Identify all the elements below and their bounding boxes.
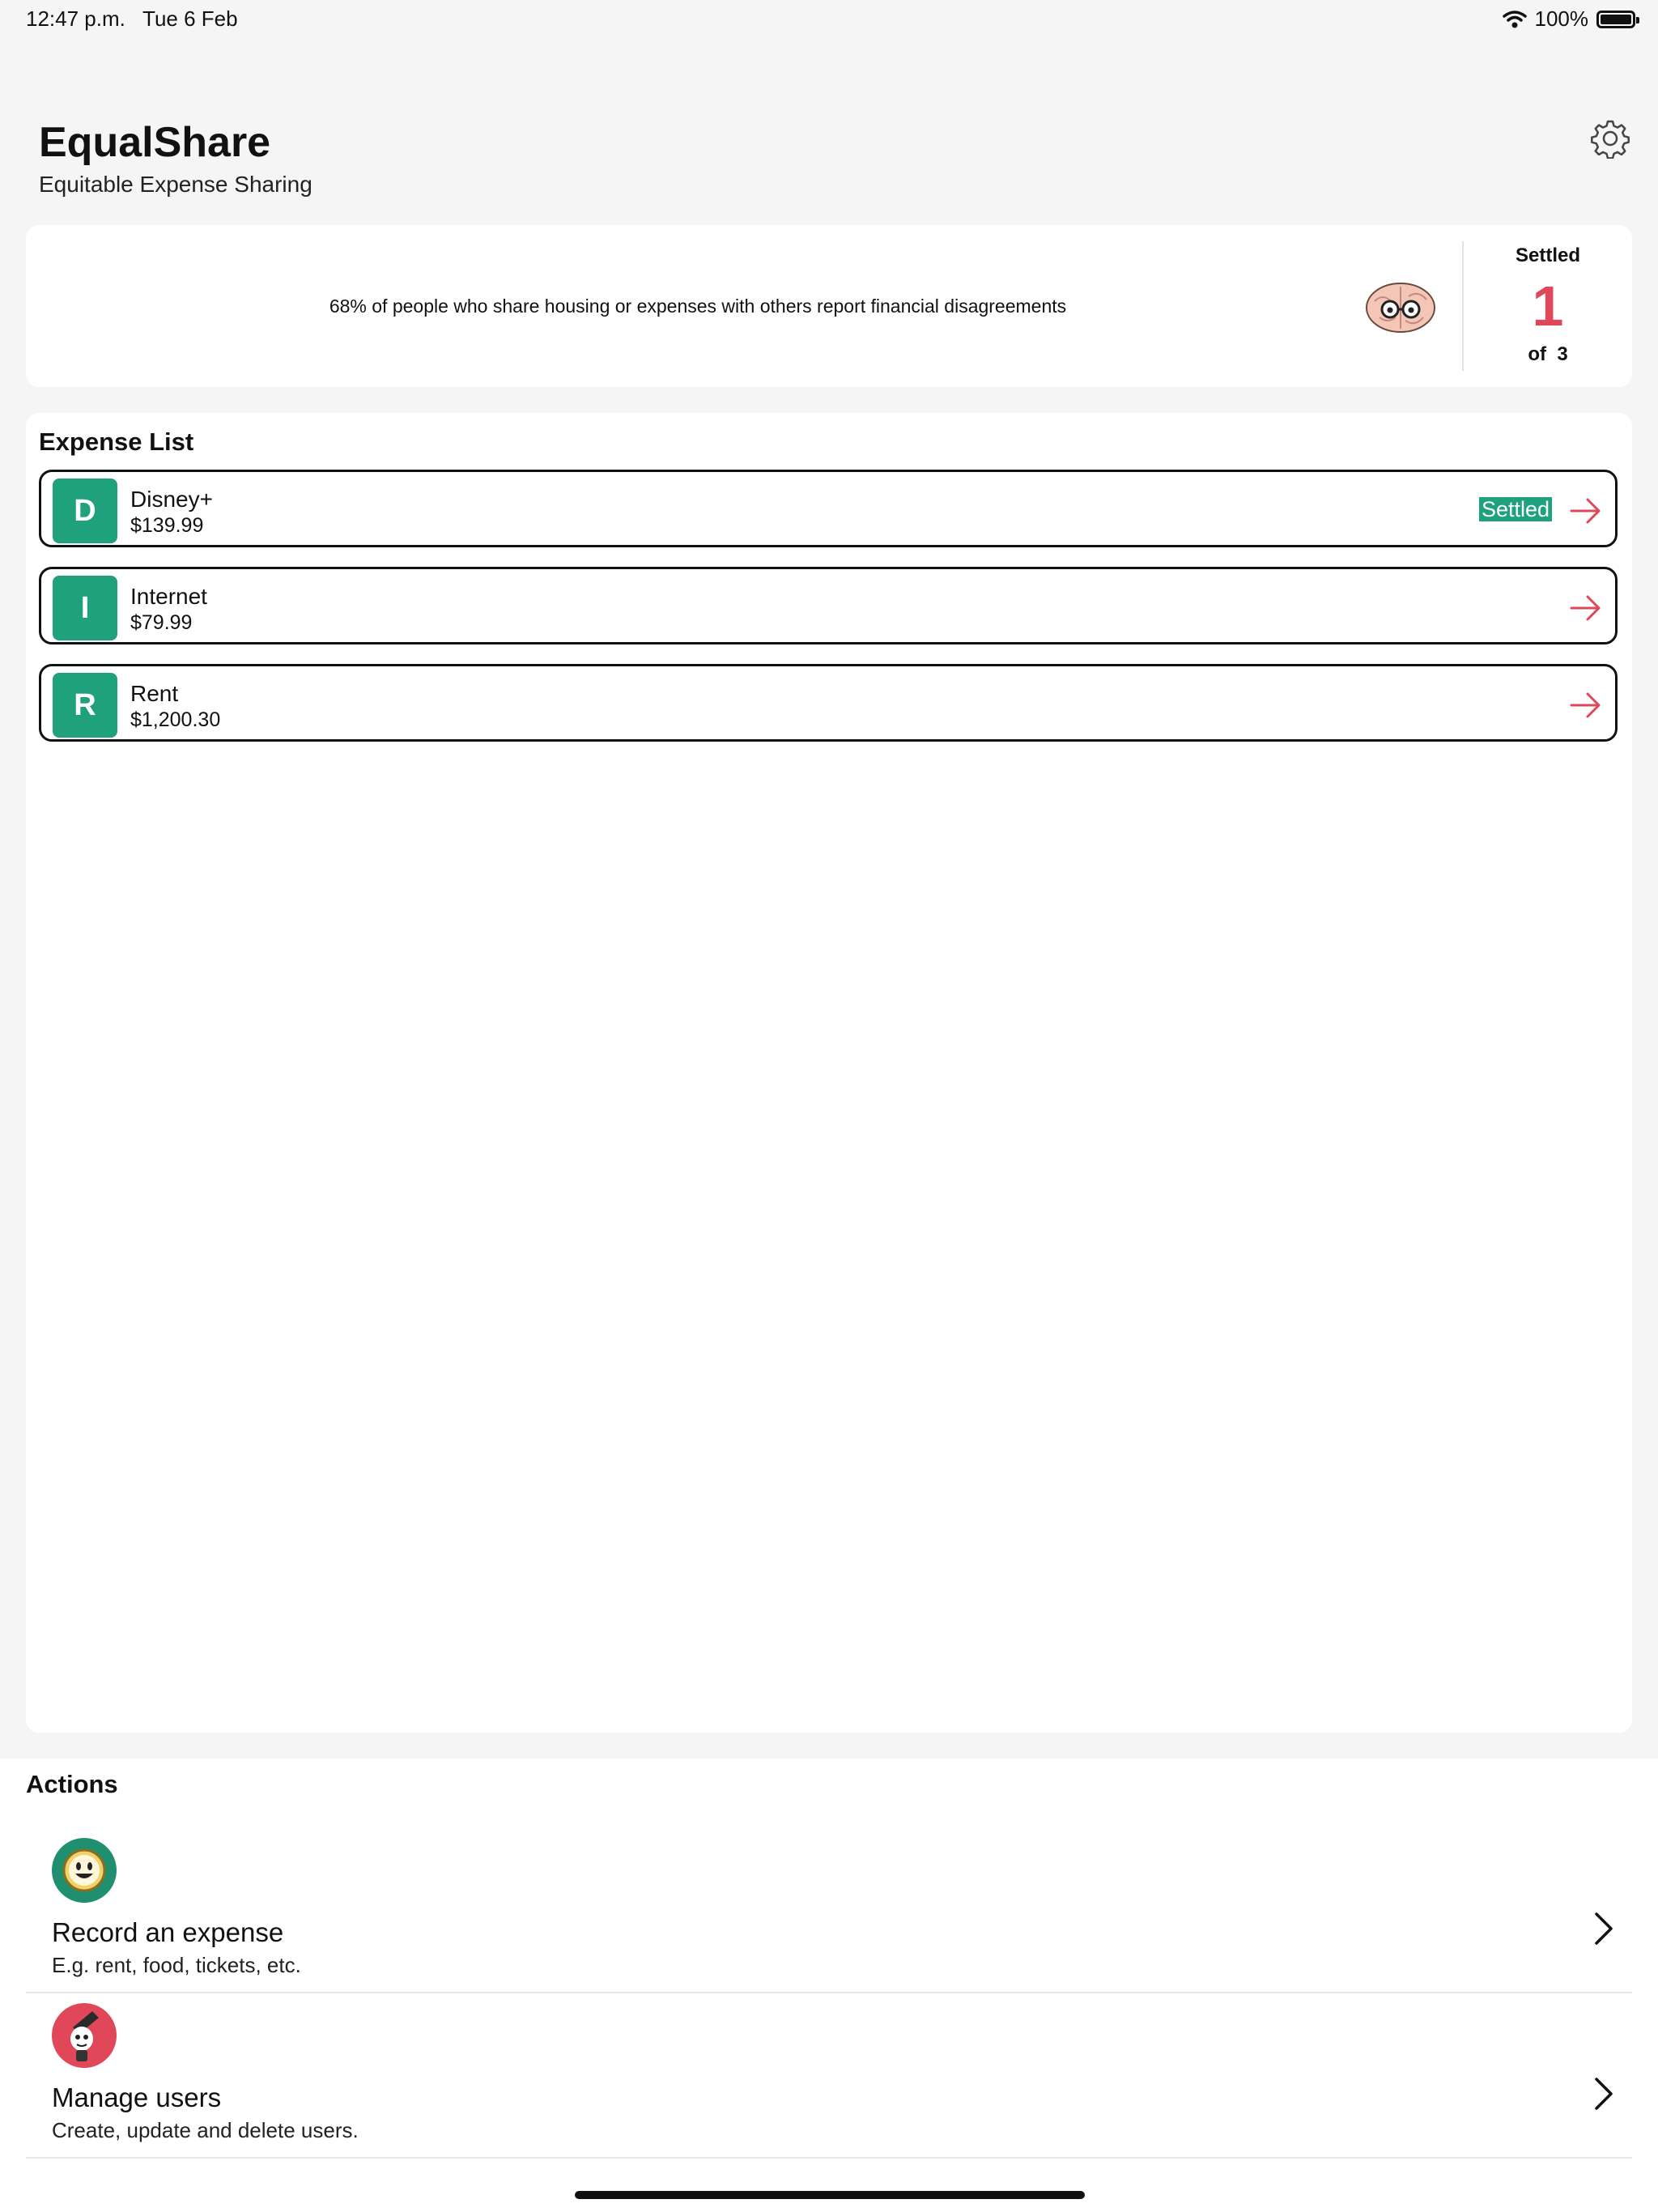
stats-card (26, 225, 1632, 387)
expense-list-heading: Expense List (39, 428, 194, 456)
home-indicator[interactable] (575, 2191, 1085, 2199)
settled-total: of 3 (1528, 343, 1568, 365)
expense-avatar: D (53, 479, 117, 543)
smiley-coin-icon (52, 1838, 117, 1903)
expense-name: Rent (130, 681, 179, 706)
status-bar (0, 0, 1658, 39)
expense-row-disney[interactable] (39, 470, 1618, 547)
arrow-right-icon (1568, 495, 1604, 527)
battery-percent: 100% (1534, 6, 1588, 31)
brain-icon (1363, 279, 1438, 335)
actions-section (0, 1759, 1658, 2212)
record-expense-action[interactable] (26, 1828, 1632, 1993)
settled-label: Settled (1515, 245, 1580, 266)
battery-icon (1596, 11, 1635, 28)
app-title: EqualShare (39, 119, 271, 166)
divider (26, 2157, 1632, 2159)
manage-users-action[interactable] (26, 1993, 1632, 2159)
action-title: Record an expense (52, 1917, 284, 1947)
action-title: Manage users (52, 2082, 222, 2112)
settings-button[interactable] (1590, 118, 1630, 159)
fact-text: 68% of people who share housing or expenses with others report financial disagreements (329, 295, 1067, 317)
arrow-right-icon (1568, 689, 1604, 721)
expense-name: Internet (130, 584, 207, 609)
status-badge: Settled (1479, 497, 1552, 521)
expense-avatar: R (53, 673, 117, 738)
expense-name: Disney+ (130, 487, 213, 512)
expense-row-rent[interactable] (39, 664, 1618, 742)
app-subtitle: Equitable Expense Sharing (39, 172, 312, 197)
chevron-right-icon (1592, 2076, 1616, 2112)
status-indicators (1503, 6, 1636, 32)
expense-amount: $139.99 (130, 514, 204, 537)
user-character-icon (52, 2003, 117, 2068)
status-time: 12:47 p.m. Tue 6 Feb (26, 6, 238, 31)
actions-heading: Actions (26, 1770, 118, 1798)
expense-row-internet[interactable] (39, 567, 1618, 644)
arrow-right-icon (1568, 592, 1604, 624)
wifi-icon (1503, 10, 1527, 29)
expense-list-panel (26, 413, 1632, 1733)
settled-summary (1464, 225, 1632, 387)
action-description: Create, update and delete users. (52, 2118, 359, 2142)
expense-amount: $79.99 (130, 611, 193, 634)
expense-amount: $1,200.30 (130, 708, 221, 731)
action-description: E.g. rent, food, tickets, etc. (52, 1953, 301, 1977)
gear-icon (1590, 118, 1630, 159)
chevron-right-icon (1592, 1911, 1616, 1946)
settled-count: 1 (1532, 274, 1564, 338)
expense-avatar: I (53, 576, 117, 640)
